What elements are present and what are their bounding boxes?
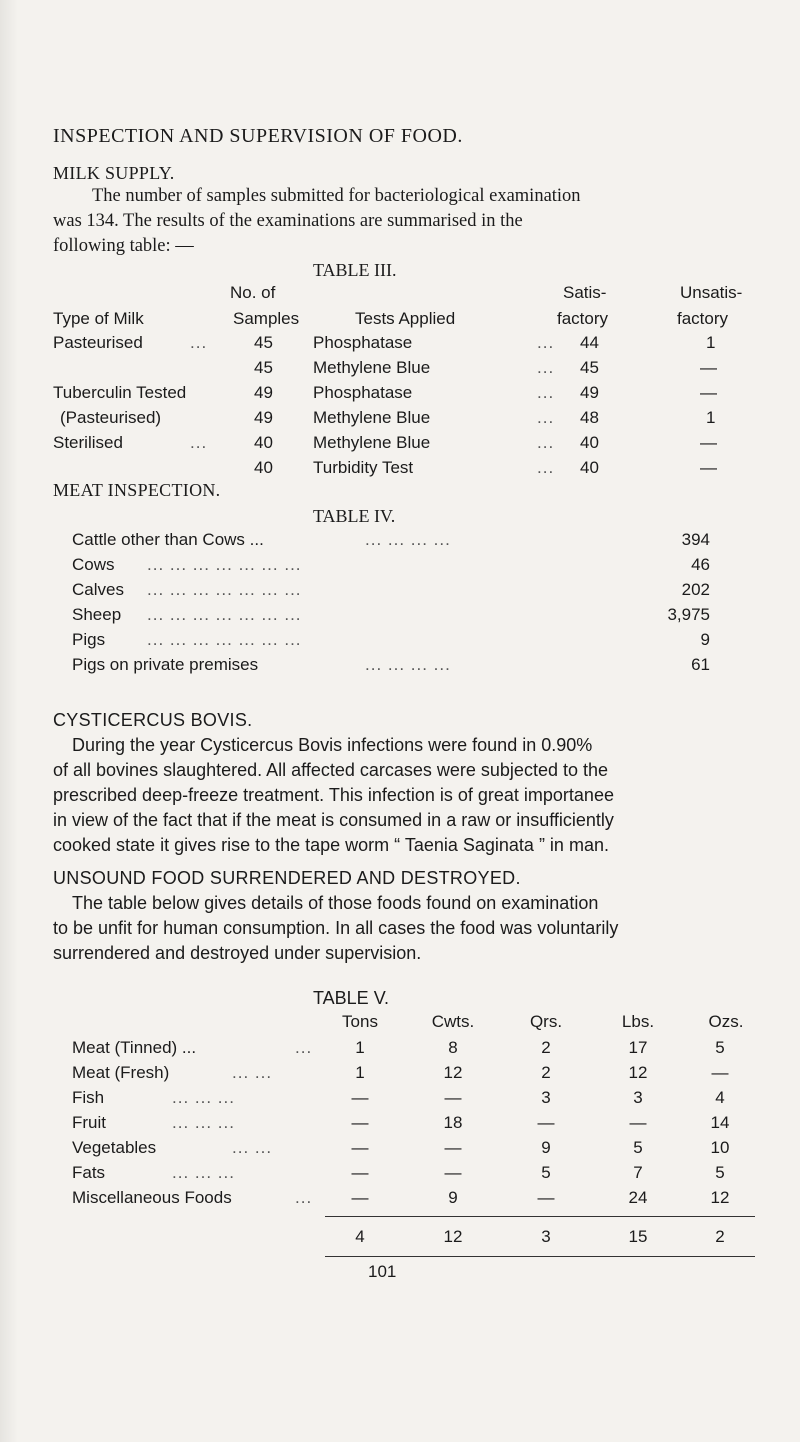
total-qrs: 3 [541,1227,551,1246]
food-row-6-qrs: 5 [541,1163,551,1182]
header-tons: Tons [342,1012,378,1031]
milk-row-4-test: Methylene Blue [313,408,431,427]
food-row-4-label: Fruit [72,1113,106,1132]
food-row-2-label: Meat (Fresh) [72,1063,170,1082]
food-row-1-label: Meat (Tinned) ... [72,1038,197,1057]
meat-row-4-label: Sheep [72,605,122,624]
milk-para-line-1: The number of samples submitted for bacteriological examination [92,186,581,206]
header-ozs: Ozs. [708,1012,744,1031]
food-row-5-qrs: 9 [541,1138,551,1157]
meat-row-6-dots: ... ... ... ... [365,655,451,674]
food-row-6-cwts: — [444,1163,462,1182]
milk-row-6-test: Turbidity Test [313,458,414,477]
header-cwts: Cwts. [431,1012,475,1031]
food-row-1-tons: 1 [355,1038,365,1057]
milk-para-line-3: following table: — [53,236,194,256]
meat-row-2-label: Cows [72,555,115,574]
totals-rule-top [325,1216,755,1217]
milk-row-1-dots: ... [190,333,208,352]
milk-row-3-unsat: — [700,383,717,402]
food-row-3-qrs: 3 [541,1088,551,1107]
food-row-6-lbs: 7 [633,1163,643,1182]
header-tests: Tests Applied [355,309,456,328]
header-qrs: Qrs. [529,1012,563,1031]
milk-row-1-sat: 44 [580,333,599,352]
food-row-3-lbs: 3 [633,1088,643,1107]
meat-row-3-value: 202 [681,580,710,599]
milk-row-4-test-dots: ... [537,408,555,427]
header-type: Type of Milk [53,309,144,328]
total-cwts: 12 [443,1227,463,1246]
header-unsat-line1: Unsatis- [680,283,743,302]
milk-row-5-sat: 40 [580,433,599,452]
milk-row-4-samples: 49 [254,408,273,427]
header-samples-line2: Samples [233,309,300,328]
meat-row-3-label: Calves [72,580,124,599]
milk-row-4-unsat: 1 [706,408,716,427]
food-row-6-dots: ... ... ... [172,1163,235,1182]
header-sat-line1: Satis- [563,283,607,302]
food-row-2-tons: 1 [355,1063,365,1082]
food-row-7-ozs: 12 [710,1188,730,1207]
food-row-4-qrs: — [537,1113,555,1132]
milk-row-2-unsat: — [700,358,717,377]
milk-row-5-samples: 40 [254,433,273,452]
food-row-5-lbs: 5 [633,1138,643,1157]
milk-row-2-sat: 45 [580,358,599,377]
table-v-title: TABLE V. [313,988,390,1008]
cysticercus-line-1: During the year Cysticercus Bovis infections were found in 0.90% [72,735,593,755]
page-heading: INSPECTION AND SUPERVISION OF FOOD. [53,125,463,147]
meat-row-1-value: 394 [681,530,710,549]
milk-row-2-test-dots: ... [537,358,555,377]
food-row-5-dots: ... ... [232,1138,273,1157]
food-row-7-cwts: 9 [448,1188,458,1207]
milk-row-3-test: Phosphatase [313,383,413,402]
milk-row-1-samples: 45 [254,333,273,352]
meat-inspection-title: MEAT INSPECTION. [53,480,221,500]
food-row-2-lbs: 12 [628,1063,648,1082]
food-row-6-tons: — [351,1163,369,1182]
unsound-line-1: The table below gives details of those foods found on examination [72,893,599,913]
food-row-2-dots: ... ... [232,1063,273,1082]
milk-row-5-type: Sterilised [53,433,123,452]
food-row-3-cwts: — [444,1088,462,1107]
milk-row-6-unsat: — [700,458,717,477]
food-row-3-label: Fish [72,1088,105,1107]
food-row-4-dots: ... ... ... [172,1113,235,1132]
milk-row-6-samples: 40 [254,458,273,477]
unsound-line-2: to be unfit for human consumption. In all cases the food was voluntarily [53,918,619,938]
milk-row-5-unsat: — [700,433,717,452]
total-lbs: 15 [628,1227,648,1246]
food-row-1-dots: ... [295,1038,313,1057]
cysticercus-line-5: cooked state it gives rise to the tape worm “ Taenia Saginata ” in man. [53,835,609,855]
food-row-1-cwts: 8 [448,1038,458,1057]
food-row-5-ozs: 10 [710,1138,730,1157]
cysticercus-line-3: prescribed deep-freeze treatment. This infection is of great importanee [53,785,614,805]
meat-row-5-label: Pigs [72,630,106,649]
food-row-3-ozs: 4 [715,1088,725,1107]
milk-row-5-test-dots: ... [537,433,555,452]
meat-row-3-dots: ... ... ... ... ... ... ... [147,580,302,599]
milk-row-2-test: Methylene Blue [313,358,431,377]
table-iii-title: TABLE III. [313,260,397,280]
meat-row-1-dots: ... ... ... ... [365,530,451,549]
food-row-1-lbs: 17 [628,1038,648,1057]
meat-row-2-value: 46 [691,555,710,574]
food-row-4-ozs: 14 [710,1113,730,1132]
food-row-6-ozs: 5 [715,1163,725,1182]
food-row-7-dots: ... [295,1188,313,1207]
cysticercus-title: CYSTICERCUS BOVIS. [53,710,253,730]
food-row-1-qrs: 2 [541,1038,551,1057]
milk-row-1-unsat: 1 [706,333,716,352]
header-unsat-line2: factory [677,309,729,328]
milk-row-3-sat: 49 [580,383,599,402]
milk-supply-title: MILK SUPPLY. [53,163,175,183]
meat-row-6-value: 61 [691,655,710,674]
totals-rule-bottom [325,1256,755,1257]
food-row-4-lbs: — [629,1113,647,1132]
meat-row-5-dots: ... ... ... ... ... ... ... [147,630,302,649]
table-iv-title: TABLE IV. [313,506,396,526]
milk-row-6-test-dots: ... [537,458,555,477]
milk-row-1-test: Phosphatase [313,333,413,352]
food-row-3-tons: — [351,1088,369,1107]
unsound-line-3: surrendered and destroyed under supervision. [53,943,422,963]
meat-row-6-label: Pigs on private premises [72,655,259,674]
meat-row-4-dots: ... ... ... ... ... ... ... [147,605,302,624]
unsound-food-title: UNSOUND FOOD SURRENDERED AND DESTROYED. [53,868,521,888]
food-row-4-cwts: 18 [443,1113,463,1132]
meat-row-2-dots: ... ... ... ... ... ... ... [147,555,302,574]
total-ozs: 2 [715,1227,725,1246]
header-sat-line2: factory [557,309,609,328]
meat-row-5-value: 9 [700,630,710,649]
food-row-2-qrs: 2 [541,1063,551,1082]
food-row-5-label: Vegetables [72,1138,157,1157]
food-row-6-label: Fats [72,1163,106,1182]
milk-row-3-samples: 49 [254,383,273,402]
milk-row-1-test-dots: ... [537,333,555,352]
total-tons: 4 [355,1227,365,1246]
header-lbs: Lbs. [621,1012,655,1031]
food-row-3-dots: ... ... ... [172,1088,235,1107]
meat-row-1-label: Cattle other than Cows ... [72,530,264,549]
cysticercus-line-4: in view of the fact that if the meat is consumed in a raw or insufficiently [53,810,614,830]
milk-para-line-2: was 134. The results of the examinations are summarised in the [53,211,523,231]
page-edge-shadow [0,0,18,1442]
milk-row-2-samples: 45 [254,358,273,377]
milk-row-5-test: Methylene Blue [313,433,431,452]
milk-row-6-sat: 40 [580,458,599,477]
header-samples-line1: No. of [230,283,276,302]
food-row-7-lbs: 24 [628,1188,648,1207]
milk-row-1-type: Pasteurised [53,333,143,352]
cysticercus-line-2: of all bovines slaughtered. All affected carcases were subjected to the [53,760,609,780]
food-row-4-tons: — [351,1113,369,1132]
food-row-5-tons: — [351,1138,369,1157]
food-row-1-ozs: 5 [715,1038,725,1057]
food-row-7-label: Miscellaneous Foods [72,1188,232,1207]
milk-row-5-dots: ... [190,433,208,452]
food-row-2-cwts: 12 [443,1063,463,1082]
food-row-7-qrs: — [537,1188,555,1207]
food-row-5-cwts: — [444,1138,462,1157]
milk-row-3-type: Tuberculin Tested [53,383,187,402]
food-row-7-tons: — [351,1188,369,1207]
page-number: 101 [368,1262,397,1281]
milk-row-3-test-dots: ... [537,383,555,402]
milk-row-4-type: (Pasteurised) [60,408,162,427]
milk-row-4-sat: 48 [580,408,599,427]
meat-row-4-value: 3,975 [667,605,710,624]
food-row-2-ozs: — [711,1063,729,1082]
